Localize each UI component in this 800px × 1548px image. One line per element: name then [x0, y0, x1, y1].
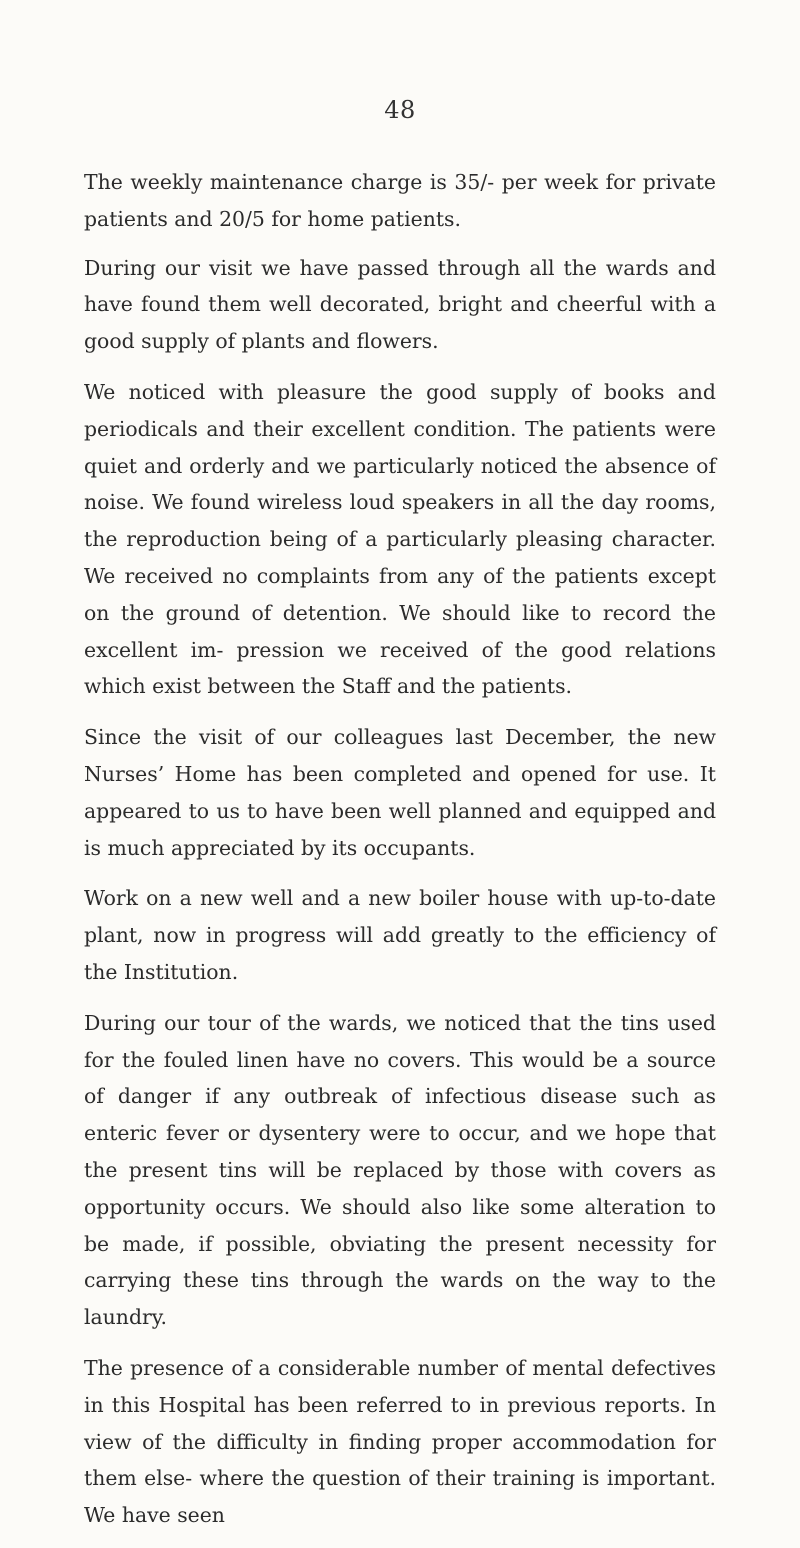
- paragraph-mental-defectives: The presence of a considerable number of mental defectives in this Hospital has been referred to in previous reports. In view of the difficulty in finding proper accommodation for them else- where the question of their training is important. We have seen: [84, 1355, 716, 1528]
- paragraph-nurses-home: Since the visit of our colleagues last December, the new Nurses’ Home has been completed and opened for use. It appeared to us to have been well planned and equipped and is much appreciated by its occupants.: [84, 725, 716, 860]
- page-number: 48: [384, 96, 416, 124]
- paragraph-fouled-linen-tins: During our tour of the wards, we noticed that the tins used for the fouled linen have no covers. This would be a source of danger if any outbreak of infectious disease such as enteric fever or dysentery were to occur, and we hope that the present tins will be replaced by those with covers as opportunity occurs. We should also like some alteration to be made, if possible, obviating the present necessity for carrying these tins through the wards on the way to the laundry.: [84, 1010, 716, 1330]
- paragraph-wards-visit: During our visit we have passed through all the wards and have found them well decorated, bright and cheerful with a good supply of plants and flowers.: [84, 255, 716, 354]
- paragraph-new-well-boiler: Work on a new well and a new boiler house with up-to-date plant, now in progress will add greatly to the efficiency of the Institution.: [84, 886, 716, 984]
- paragraph-maintenance-charge: The weekly maintenance charge is 35/- per week for private patients and 20/5 for home patients.: [84, 170, 716, 231]
- paragraph-books-and-patients: We noticed with pleasure the good supply of books and periodicals and their excellent condition. The patients were quiet and orderly and we particularly noticed the absence of noise. We found wireless loud speakers in all the day rooms, the reproduction being of a particularly pleasing character. We received no complaints from any of the patients except on the ground of detention. We should like to record the excellent im- pression we received of the good relations which exist between the Staff and the patients.: [84, 379, 716, 699]
- body-text: [84, 164, 716, 1548]
